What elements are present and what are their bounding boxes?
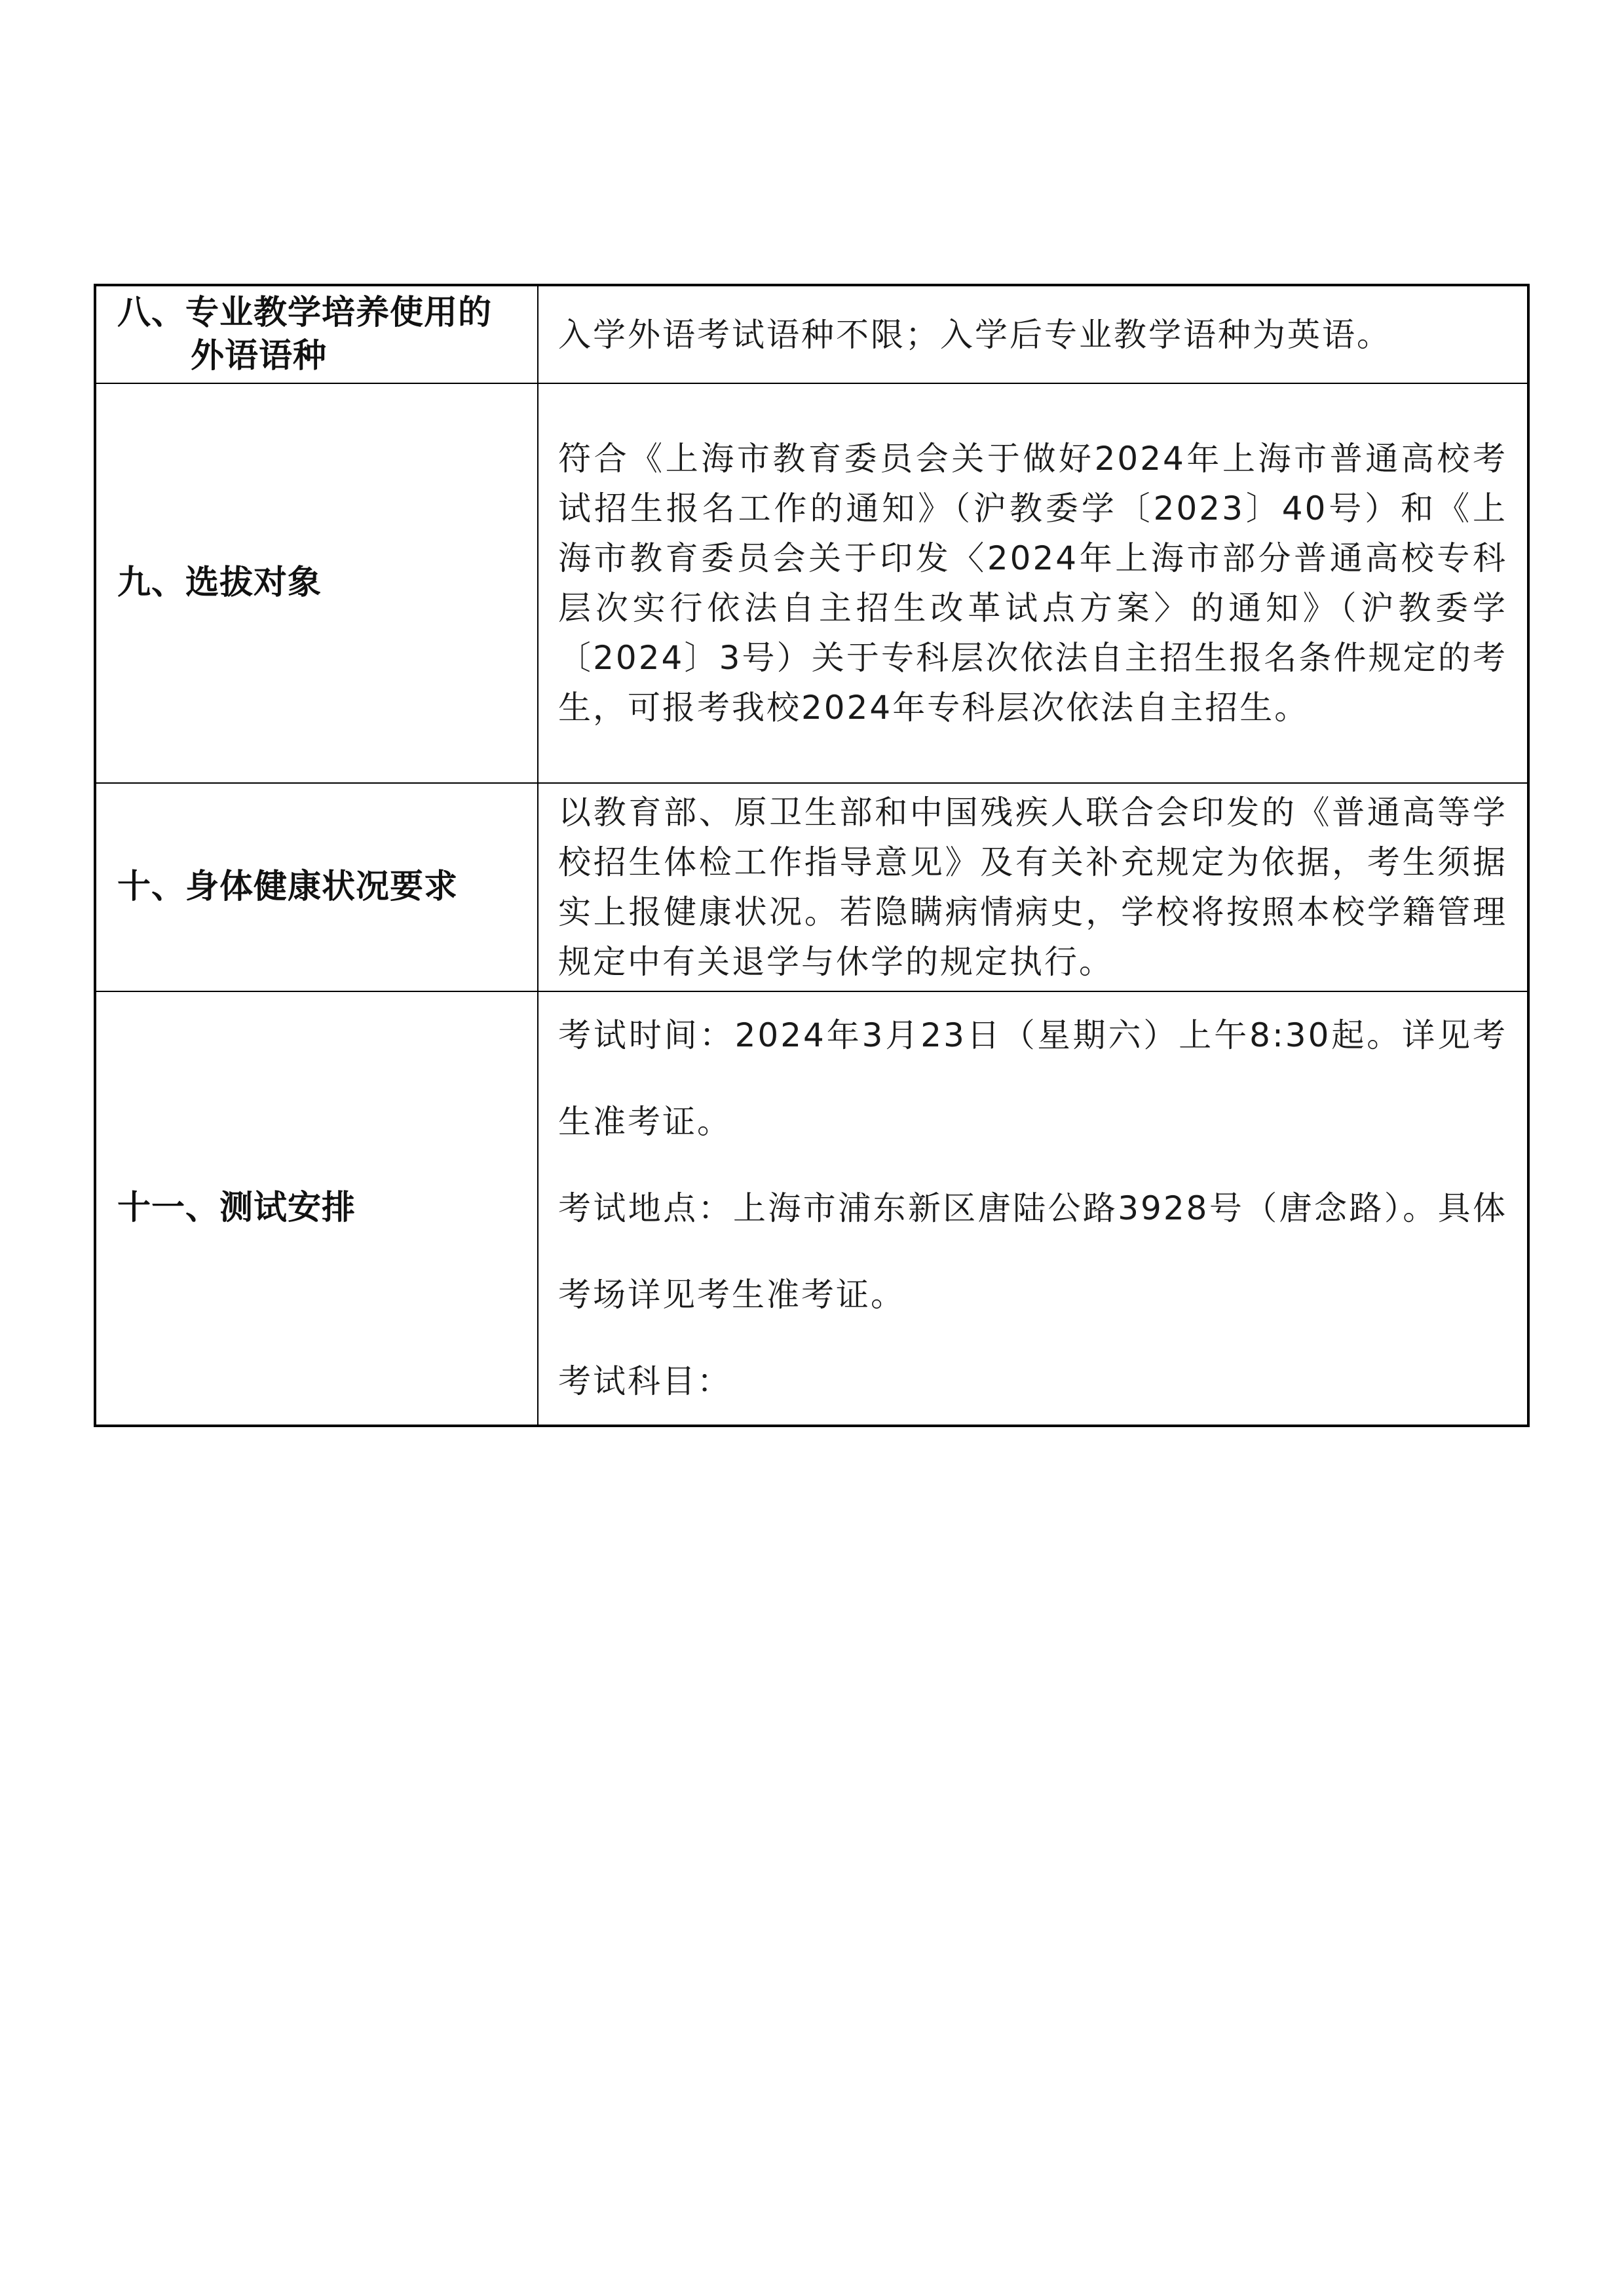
exam-subjects-text: 考试科目： — [558, 1362, 732, 1400]
row-label-cell — [95, 383, 538, 783]
table-row-foreign-language — [95, 285, 1528, 383]
row-content-cell — [538, 991, 1528, 1426]
exam-time-text: 考试时间：2024年3月23日（星期六）上午8:30起。详见考生准考证。 — [558, 1016, 1507, 1141]
row-label: 九、选拔对象 — [117, 564, 322, 602]
row-label: 八、专业教学培养使用的外语语种 — [117, 293, 493, 375]
row-content-text: 符合《上海市教育委员会关于做好2024年上海市普通高校考试招生报名工作的通知》（沪教委学〔2023〕40号）和《上海市教育委员会关于印发〈2024年上海市部分普通高校专科层次实行依法自主招生改革试点方案〉的通知》（沪教委学〔2024〕3号）关于专科层次依法自主招生报名条件规定的考生，可报考我校2024年专科层次依法自主招生。 — [558, 440, 1507, 727]
row-content-text: 以教育部、原卫生部和中国残疾人联合会印发的《普通高等学校招生体检工作指导意见》及有关补充规定为依据，考生须据实上报健康状况。若隐瞒病情病史，学校将按照本校学籍管理规定中有关退学与休学的规定执行。 — [558, 794, 1507, 981]
row-label: 十、身体健康状况要求 — [117, 868, 459, 906]
row-content-cell — [538, 285, 1528, 383]
exam-location-text: 考试地点：上海市浦东新区唐陆公路3928号（唐念路）。具体考场详见考生准考证。 — [558, 1189, 1507, 1314]
row-content-cell — [538, 383, 1528, 783]
row-label-cell — [95, 285, 538, 383]
row-content-text: 入学外语考试语种不限；入学后专业教学语种为英语。 — [558, 315, 1391, 354]
table-row-health-requirements — [95, 783, 1528, 991]
table-row-test-arrangement — [95, 991, 1528, 1426]
row-label: 十一、测试安排 — [117, 1189, 356, 1227]
row-label-cell — [95, 991, 538, 1426]
info-table — [94, 284, 1530, 1427]
row-content-cell — [538, 783, 1528, 991]
table-row-selection-target — [95, 383, 1528, 783]
row-label-cell — [95, 783, 538, 991]
